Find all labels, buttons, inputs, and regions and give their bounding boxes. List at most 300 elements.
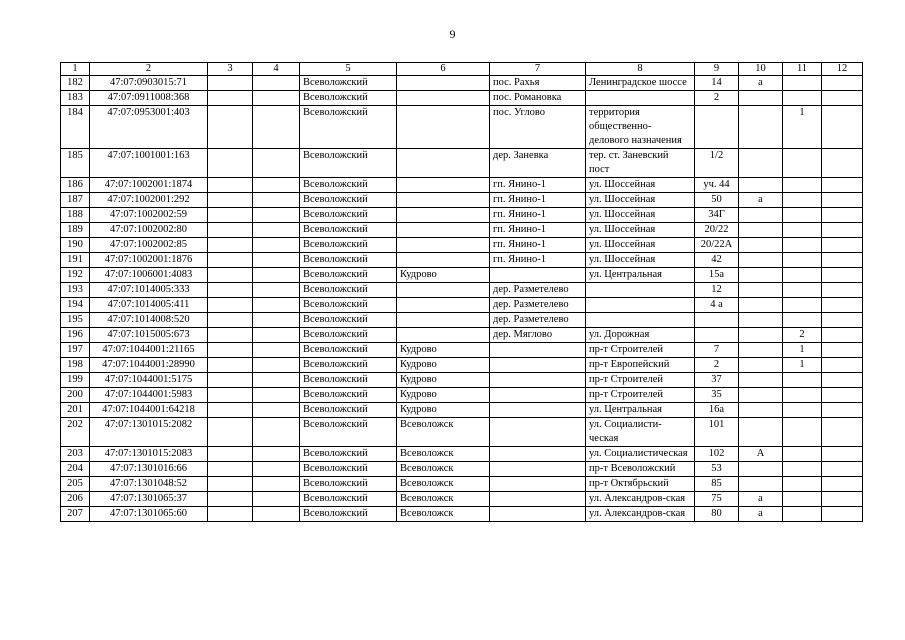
table-cell: 191 [61,253,90,268]
table-cell [822,313,863,328]
table-cell: 47:07:1002001:1876 [90,253,208,268]
table-row [61,477,863,492]
table-cell: 47:07:1044001:21165 [90,343,208,358]
table-cell [397,193,490,208]
table-cell: Всеволожский [300,418,397,447]
table-row [61,106,863,149]
table-cell [490,268,586,283]
table-cell: а [739,507,783,522]
table-cell [397,298,490,313]
table-cell: Всеволожский [300,403,397,418]
table-cell: Всеволожск [397,447,490,462]
table-cell [783,492,822,507]
table-cell: 183 [61,91,90,106]
table-cell [822,76,863,91]
table-cell: 101 [695,418,739,447]
table-cell: 47:07:1006001:4083 [90,268,208,283]
table-cell [208,328,253,343]
table-cell: 187 [61,193,90,208]
table-row [61,358,863,373]
table-cell: 2 [783,328,822,343]
table-cell [822,91,863,106]
table-cell [739,477,783,492]
table-cell: 85 [695,477,739,492]
table-cell [397,313,490,328]
table-cell: уч. 44 [695,178,739,193]
table-cell: 80 [695,507,739,522]
table-cell [397,178,490,193]
table-cell [490,492,586,507]
table-cell: Всеволожский [300,283,397,298]
table-cell [822,358,863,373]
table-cell [208,373,253,388]
table-cell: Всеволожский [300,149,397,178]
table-cell: 47:07:1044001:64218 [90,403,208,418]
table-cell [783,507,822,522]
table-cell: Всеволожский [300,447,397,462]
table-cell: 50 [695,193,739,208]
table-cell: Всеволожский [300,373,397,388]
table-cell [783,388,822,403]
table-cell: Всеволожский [300,253,397,268]
table-cell [208,208,253,223]
table-cell [397,328,490,343]
table-cell: 47:07:1001001:163 [90,149,208,178]
table-row [61,373,863,388]
table-cell: 207 [61,507,90,522]
table-row [61,388,863,403]
table-cell [397,238,490,253]
table-cell: Всеволожский [300,388,397,403]
table-cell [490,388,586,403]
table-cell [208,418,253,447]
table-cell: 189 [61,223,90,238]
table-cell [783,76,822,91]
table-cell [739,91,783,106]
table-cell [208,507,253,522]
table-row [61,76,863,91]
table-cell: 198 [61,358,90,373]
table-cell [586,91,695,106]
table-cell: 196 [61,328,90,343]
table-cell [253,373,300,388]
table-cell [253,238,300,253]
table-cell: А [739,447,783,462]
table-cell [739,313,783,328]
table-cell [822,193,863,208]
table-cell: 204 [61,462,90,477]
table-cell [822,343,863,358]
table-cell [253,76,300,91]
table-row [61,403,863,418]
table-cell [397,283,490,298]
table-cell [783,418,822,447]
table-cell: гп. Янино-1 [490,193,586,208]
table-cell: пр-т Октябрьский [586,477,695,492]
table-cell [253,477,300,492]
table-cell: 47:07:1002001:1874 [90,178,208,193]
table-cell [253,208,300,223]
table-cell: пр-т Европейский [586,358,695,373]
table-cell [822,462,863,477]
table-cell [208,343,253,358]
table-cell: Всеволожский [300,358,397,373]
column-header: 4 [253,63,300,76]
table-cell [822,223,863,238]
table-cell: ул. Социалистическая [586,447,695,462]
table-cell: 102 [695,447,739,462]
table-cell: ул. Шоссейная [586,223,695,238]
table-cell [208,76,253,91]
table-cell: дер. Заневка [490,149,586,178]
column-header: 3 [208,63,253,76]
table-cell [253,462,300,477]
table-cell [822,238,863,253]
table-cell: 47:07:1014005:411 [90,298,208,313]
table-cell [739,328,783,343]
table-cell: 1 [783,343,822,358]
table-cell [783,477,822,492]
table-cell: дер. Разметелево [490,283,586,298]
column-header: 9 [695,63,739,76]
table-cell: пос. Рахья [490,76,586,91]
table-cell: дер. Разметелево [490,298,586,313]
table-cell: а [739,492,783,507]
table-cell [822,106,863,149]
table-cell: Всеволожский [300,328,397,343]
table-cell: Всеволожский [300,313,397,328]
table-cell [783,403,822,418]
table-cell: 15а [695,268,739,283]
table-row [61,418,863,447]
table-cell [208,388,253,403]
table-cell [397,253,490,268]
table-cell: 47:07:1301015:2083 [90,447,208,462]
table-cell: ул. Центральная [586,403,695,418]
table-cell [822,178,863,193]
table-cell: 34Г [695,208,739,223]
table-cell [822,447,863,462]
table-cell: 206 [61,492,90,507]
table-cell [397,223,490,238]
table-cell: 47:07:1002001:292 [90,193,208,208]
table-cell: 47:07:1002002:59 [90,208,208,223]
table-cell: 47:07:1301065:37 [90,492,208,507]
table-row [61,283,863,298]
table-cell [253,149,300,178]
table-row [61,223,863,238]
table-cell [739,283,783,298]
table-cell: Всеволожский [300,238,397,253]
table-cell: Кудрово [397,403,490,418]
table-cell: 205 [61,477,90,492]
table-cell: 35 [695,388,739,403]
table-cell [397,76,490,91]
table-cell [208,238,253,253]
column-header: 5 [300,63,397,76]
table-cell: 42 [695,253,739,268]
table-cell [783,462,822,477]
table-cell [208,253,253,268]
table-cell: дер. Разметелево [490,313,586,328]
table-cell [208,91,253,106]
table-cell [397,149,490,178]
table-cell [253,403,300,418]
table-cell [822,149,863,178]
table-cell [586,313,695,328]
table-cell [208,313,253,328]
table-cell: пр-т Всеволожский [586,462,695,477]
table-cell: 47:07:1301048:52 [90,477,208,492]
table-cell: 47:07:0903015:71 [90,76,208,91]
table-cell [208,462,253,477]
table-cell [208,492,253,507]
table-cell: 47:07:0911008:368 [90,91,208,106]
table-cell [822,492,863,507]
table-cell [253,343,300,358]
table-cell: 47:07:0953001:403 [90,106,208,149]
table-cell: Всеволожский [300,178,397,193]
table-row [61,91,863,106]
table-cell: 184 [61,106,90,149]
table-cell: Всеволожский [300,298,397,313]
table-cell: 2 [695,91,739,106]
page-number: 9 [449,27,456,41]
table-cell: Кудрово [397,388,490,403]
table-row [61,343,863,358]
table-cell: территория общественно-делового назначения [586,106,695,149]
table-cell [822,477,863,492]
table-cell: Всеволожск [397,462,490,477]
table-cell [253,283,300,298]
table-cell [783,149,822,178]
table-cell [208,223,253,238]
table-cell [490,418,586,447]
table-cell [822,418,863,447]
table-cell [253,492,300,507]
table-cell: 20/22А [695,238,739,253]
table-cell [253,268,300,283]
table-cell: 47:07:1301015:2082 [90,418,208,447]
table-cell: ул. Шоссейная [586,238,695,253]
table-cell: ул. Александров-ская [586,492,695,507]
table-cell: 193 [61,283,90,298]
table-cell [253,91,300,106]
table-cell [695,313,739,328]
table-cell [695,106,739,149]
table-cell [253,253,300,268]
table-cell [208,193,253,208]
table-cell: Всеволожский [300,343,397,358]
table-cell: тер. ст. Заневский пост [586,149,695,178]
table-cell: 47:07:1301065:60 [90,507,208,522]
table-row [61,313,863,328]
table-cell [208,178,253,193]
table-cell [739,462,783,477]
table-cell [253,507,300,522]
table-cell: 1/2 [695,149,739,178]
table-cell [490,447,586,462]
table-cell: 37 [695,373,739,388]
table-cell: пос. Углово [490,106,586,149]
table-cell [208,447,253,462]
table-cell: Всеволожский [300,462,397,477]
table-cell [253,418,300,447]
table-cell [253,106,300,149]
table-cell: Всеволожский [300,76,397,91]
table-cell: 188 [61,208,90,223]
table-cell: Всеволожск [397,418,490,447]
table-cell: 2 [695,358,739,373]
table-cell [822,507,863,522]
table-row [61,462,863,477]
table-cell [822,208,863,223]
table-cell [397,106,490,149]
column-header: 6 [397,63,490,76]
table-cell: 194 [61,298,90,313]
table-cell [253,313,300,328]
table-cell [253,447,300,462]
table-cell [208,149,253,178]
table-cell [739,253,783,268]
table-cell: Всеволожский [300,492,397,507]
table-row [61,447,863,462]
table-cell: 1 [783,106,822,149]
table-row [61,492,863,507]
table-cell: ул. Центральная [586,268,695,283]
table-cell [739,268,783,283]
table-cell: 47:07:1014008:520 [90,313,208,328]
table-cell: Кудрово [397,358,490,373]
header-row [61,63,863,76]
table-row [61,149,863,178]
table-cell: 1 [783,358,822,373]
table-cell: 4 а [695,298,739,313]
column-header: 1 [61,63,90,76]
table-cell: Кудрово [397,268,490,283]
table-body [61,76,863,522]
table-cell: Всеволожский [300,91,397,106]
table-cell [783,253,822,268]
table-cell [739,208,783,223]
table-cell: 53 [695,462,739,477]
table-cell [397,208,490,223]
table-cell [490,477,586,492]
table-cell: Всеволожский [300,477,397,492]
column-header: 8 [586,63,695,76]
table-cell [208,106,253,149]
table-cell [253,178,300,193]
table-cell: гп. Янино-1 [490,223,586,238]
table-cell: 47:07:1014005:333 [90,283,208,298]
table-cell [822,373,863,388]
table-cell [783,283,822,298]
table-cell [397,91,490,106]
table-cell: 47:07:1015005:673 [90,328,208,343]
table-cell: 186 [61,178,90,193]
table-cell: ул. Шоссейная [586,208,695,223]
table-cell: 182 [61,76,90,91]
table-cell [739,373,783,388]
table-cell: 47:07:1044001:5983 [90,388,208,403]
table-cell [739,238,783,253]
table-cell [695,328,739,343]
table-cell [822,283,863,298]
table-cell: Всеволожский [300,208,397,223]
table-cell: 47:07:1002002:80 [90,223,208,238]
table-cell: дер. Мяглово [490,328,586,343]
table-cell [739,178,783,193]
table-cell [822,253,863,268]
table-cell [253,223,300,238]
table-cell [739,403,783,418]
table-cell [739,106,783,149]
table-cell [739,343,783,358]
table-cell: Всеволожск [397,492,490,507]
table-cell [208,403,253,418]
table-cell [208,298,253,313]
table-cell: Кудрово [397,373,490,388]
table-cell [253,328,300,343]
table-cell: а [739,76,783,91]
table-cell [739,298,783,313]
table-cell: Всеволожск [397,507,490,522]
table-cell: гп. Янино-1 [490,178,586,193]
table-cell: а [739,193,783,208]
table-cell: гп. Янино-1 [490,238,586,253]
table-cell: Ленинградское шоссе [586,76,695,91]
table-cell: 199 [61,373,90,388]
table-cell: Всеволожский [300,507,397,522]
table-cell [490,462,586,477]
table-cell [253,358,300,373]
registry-table [60,62,863,522]
table-cell: 190 [61,238,90,253]
table-cell [739,223,783,238]
table-cell: пр-т Строителей [586,343,695,358]
table-cell [739,149,783,178]
table-cell: Всеволожск [397,477,490,492]
table-cell: 75 [695,492,739,507]
table-cell: Всеволожский [300,223,397,238]
table-cell [586,283,695,298]
table-cell [822,298,863,313]
table-cell [783,208,822,223]
table-cell [783,193,822,208]
table-row [61,193,863,208]
column-header: 7 [490,63,586,76]
table-cell [490,403,586,418]
table-cell: 203 [61,447,90,462]
table-cell: 47:07:1301016:66 [90,462,208,477]
table-cell [208,268,253,283]
table-cell: ул. Социалисти-ческая [586,418,695,447]
table-cell [783,447,822,462]
table-cell: 12 [695,283,739,298]
table-cell [739,418,783,447]
table-cell [739,358,783,373]
table-cell [783,91,822,106]
table-cell: 7 [695,343,739,358]
table-cell: ул. Шоссейная [586,178,695,193]
table-cell [253,193,300,208]
table-cell [783,298,822,313]
table-cell: гп. Янино-1 [490,253,586,268]
table-cell [490,373,586,388]
table-cell: 197 [61,343,90,358]
table-cell: ул. Шоссейная [586,253,695,268]
table-cell: 47:07:1002002:85 [90,238,208,253]
